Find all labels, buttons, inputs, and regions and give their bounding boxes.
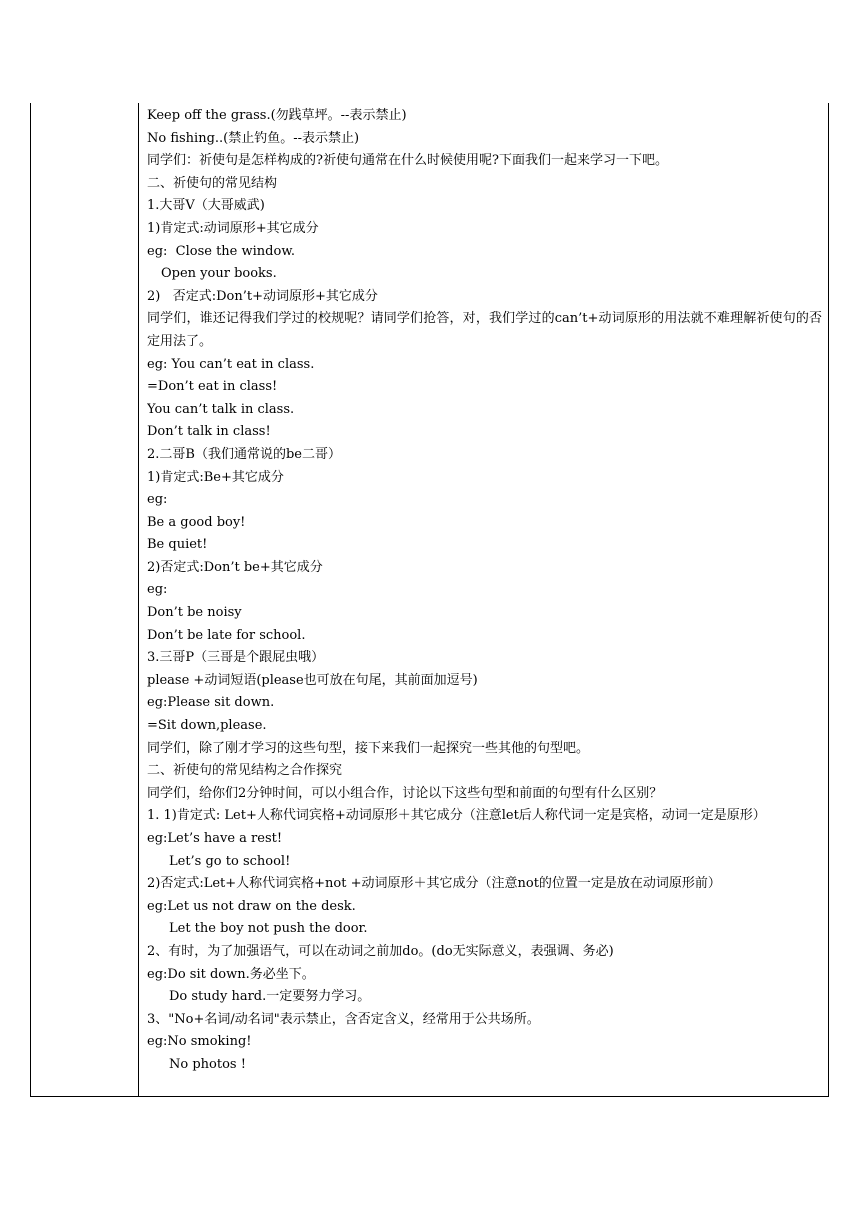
text-line: 同学们：祈使句是怎样构成的?祈使句通常在什么时候使用呢?下面我们一起来学习一下吧。 [147,153,668,169]
example-line: Be quiet! [147,537,208,553]
example-line: eg:No smoking! [147,1034,252,1050]
example-line: Open your books. [161,266,277,282]
text-line: 2、有时，为了加强语气，可以在动词之前加do。(do无实际意义，表强调、务必) [147,943,614,959]
text-line: 同学们，除了刚才学习的这些句型，接下来我们一起探究一些其他的句型吧。 [147,740,590,756]
text-line: 2) 否定式:Don’t+动词原形+其它成分 [147,288,378,304]
example-line: Don’t talk in class! [147,424,271,440]
table-content-cell [139,103,828,1096]
text-line: 同学们，给你们2分钟时间，可以小组合作，讨论以下这些句型和前面的句型有什么区别？ [147,785,663,801]
example-line: Be a good boy! [147,514,246,530]
paragraph: 同学们，谁还记得我们学过的校规呢？请同学们抢答，对，我们学过的can’t+动词原形的用法就不难理解祈使句的否定用法了。 [147,311,822,349]
text-line: 1)肯定式:动词原形+其它成分 [147,220,319,236]
example-line: No photos ! [169,1056,246,1072]
example-line: Let the boy not push the door. [169,921,368,937]
text-line: 3、"No+名词/动名词"表示禁止，含否定含义，经常用于公共场所。 [147,1011,540,1027]
example-line: Let’s go to school! [169,853,291,869]
example-line: =Don’t eat in class! [147,379,278,395]
example-line: eg:Let’s have a rest! [147,831,283,846]
example-line: eg: [147,582,168,598]
example-line: eg:Let us not draw on the desk. [147,898,356,914]
section-heading: 二、祈使句的常见结构之合作探究 [147,763,343,779]
example-line: eg: [147,492,168,508]
subsection-heading: 2.二哥B（我们通常说的be二哥） [147,446,341,462]
example-line: eg:Do sit down.务必坐下。 [147,966,315,982]
text-line: 2)否定式:Don’t be+其它成分 [147,559,323,575]
example-line: =Sit down,please. [147,718,267,734]
example-line: eg: Close the window. [147,243,296,259]
lesson-table [30,103,829,1097]
text-line: Keep off the grass.(勿践草坪。--表示禁止) [147,108,407,123]
subsection-heading: 1.大哥V（大哥威武) [147,198,265,214]
table-left-cell [31,103,139,1096]
example-line: Don’t be late for school. [147,627,306,643]
example-line: Don’t be noisy [147,605,242,621]
text-line: 2)否定式:Let+人称代词宾格+not +动词原形＋其它成分（注意not的位置一定是放在动词原形前） [147,876,721,892]
example-line: eg:Please sit down. [147,695,275,711]
text-line: 1)肯定式:Be+其它成分 [147,469,284,485]
paragraph: 1. 1)肯定式: Let+人称代词宾格+动词原形＋其它成分（注意let后人称代词一定是宾格，动词一定是原形） [147,808,766,824]
text-line: please +动词短语(please也可放在句尾，其前面加逗号) [147,672,478,688]
example-line: eg: You can’t eat in class. [147,356,315,372]
subsection-heading: 3.三哥P（三哥是个跟屁虫哦） [147,650,325,666]
example-line: Do study hard.一定要努力学习。 [169,989,371,1005]
example-line: You can’t talk in class. [147,401,295,417]
section-heading: 二、祈使句的常见结构 [147,175,278,191]
text-line: No fishing..(禁止钓鱼。--表示禁止) [147,130,360,146]
